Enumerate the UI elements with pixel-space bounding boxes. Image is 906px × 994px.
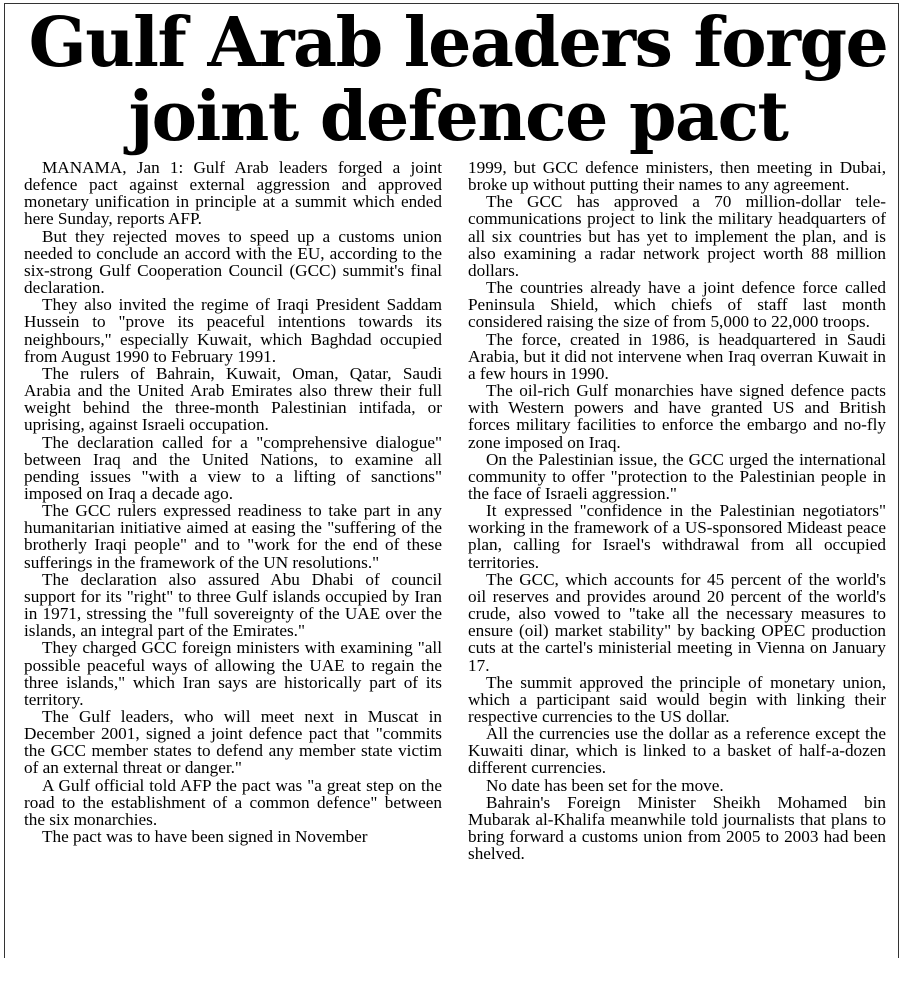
paragraph: All the currencies use the dollar as a reference except the Kuwaiti dinar, which is linked to a basket of half-a-dozen different currencies. bbox=[468, 724, 886, 778]
paragraph: It expressed "confidence in the Palestinian negotiators" working in the framework of a US-sponsored Mideast peace plan, calling for Israel's withdrawal from all occupied territories. bbox=[468, 501, 886, 572]
paragraph: The countries already have a joint defence force called Peninsula Shield, which chiefs of staff last month considered raising the size of from 5,000 to 22,000 troops. bbox=[468, 278, 886, 332]
paragraph: But they rejected moves to speed up a customs union needed to conclude an accord with the EU, according to the six-strong Gulf Cooperation Council (GCC) summit's final declaration. bbox=[24, 226, 442, 298]
paragraph: The rulers of Bahrain, Kuwait, Oman, Qatar, Saudi Arabia and the United Arab Emirates also threw their full weight behind the three-month Palestinian intifada, or uprising, against Israeli occupation. bbox=[24, 363, 442, 435]
paragraph: The summit approved the principle of monetary union, which a participant said would begin with linking their respective currencies to the US dollar. bbox=[468, 672, 886, 726]
paragraph: The pact was to have been signed in November bbox=[42, 827, 368, 847]
paragraph: They also invited the regime of Iraqi President Saddam Hussein to "prove its peaceful intentions towards its neighbours," especially Kuwait, which Baghdad occupied from August 1990 to February 1991. bbox=[24, 295, 442, 366]
paragraph: The declaration called for a "comprehensive dialogue" between Iraq and the United Nations, to examine all pending issues "with a view to a lifting of sanctions" imposed on Iraq a decade ago. bbox=[24, 432, 442, 503]
headline-line-2: joint defence pact bbox=[128, 77, 788, 157]
headline bbox=[5, 3, 906, 157]
paragraph: On the Palestinian issue, the GCC urged the international community to offer "protection to the Palestinian people in the face of Israeli aggression." bbox=[468, 449, 886, 503]
paragraph: Bahrain's Foreign Minister Sheikh Mohamed bin Mubarak al-Khalifa meanwhile told journalists that plans to bring forward a customs union from 2005 to 2003 had been shelved. bbox=[468, 792, 886, 864]
article-column-left bbox=[24, 159, 442, 845]
paragraph-continued: 1999, but GCC defence ministers, then meeting in Dubai, broke up without putting their names to any agreement. bbox=[468, 158, 886, 195]
paragraph: They charged GCC foreign ministers with examining "all possible peaceful ways of allowing the UAE to regain the three islands," which Iran says are historically part of its territory. bbox=[24, 638, 442, 709]
paragraph: The GCC rulers expressed readiness to take part in any humanitarian initiative aimed at easing the "suffering of the brotherly Iraqi people" and to "work for the end of these sufferings in the framework of the UN resolutions." bbox=[24, 501, 442, 572]
headline-line-1: Gulf Arab leaders forge bbox=[28, 3, 888, 83]
paragraph: MANAMA, Jan 1: Gulf Arab leaders forged a joint defence pact against external aggression and approved monetary unification in principle at a summit which ended here Sunday, reports AFP. bbox=[24, 158, 442, 229]
paragraph: No date has been set for the move. bbox=[486, 775, 724, 795]
paragraph: The declaration also assured Abu Dhabi of council support for its "right" to three Gulf islands occupied by Iran in 1971, stressing the "full sovereignty of the UAE over the islands, an integral part of the Emirates." bbox=[24, 569, 442, 641]
paragraph: The Gulf leaders, who will meet next in Muscat in December 2001, signed a joint defence pact that "commits the GCC member states to defend any member state victim of an external threat or danger." bbox=[24, 707, 442, 778]
paragraph: A Gulf official told AFP the pact was "a great step on the road to the establishment of a common defence" between the six monarchies. bbox=[24, 775, 442, 829]
article-column-right bbox=[468, 159, 886, 862]
paragraph: The oil-rich Gulf monarchies have signed defence pacts with Western powers and have granted US and British forces military facilities to enforce the embargo and no-fly zone imposed on Iraq. bbox=[468, 381, 886, 452]
paragraph: The GCC, which accounts for 45 percent of the world's oil reserves and provides around 20 percent of the world's crude, also vowed to "take all the necessary measures to ensure (oil) market stability" by backing OPEC production cuts at the cartel's ministerial meeting in Vienna on January 17. bbox=[468, 569, 886, 675]
paragraph: The GCC has approved a 70 million-dollar telecommunications project to link the military headquarters of all six countries but has yet to implement the plan, and is also examining a radar network project worth 88 million dollars. bbox=[468, 192, 886, 280]
paragraph: The force, created in 1986, is headquartered in Saudi Arabia, but it did not intervene when Iraq overran Kuwait in a few hours in 1990. bbox=[468, 329, 886, 383]
